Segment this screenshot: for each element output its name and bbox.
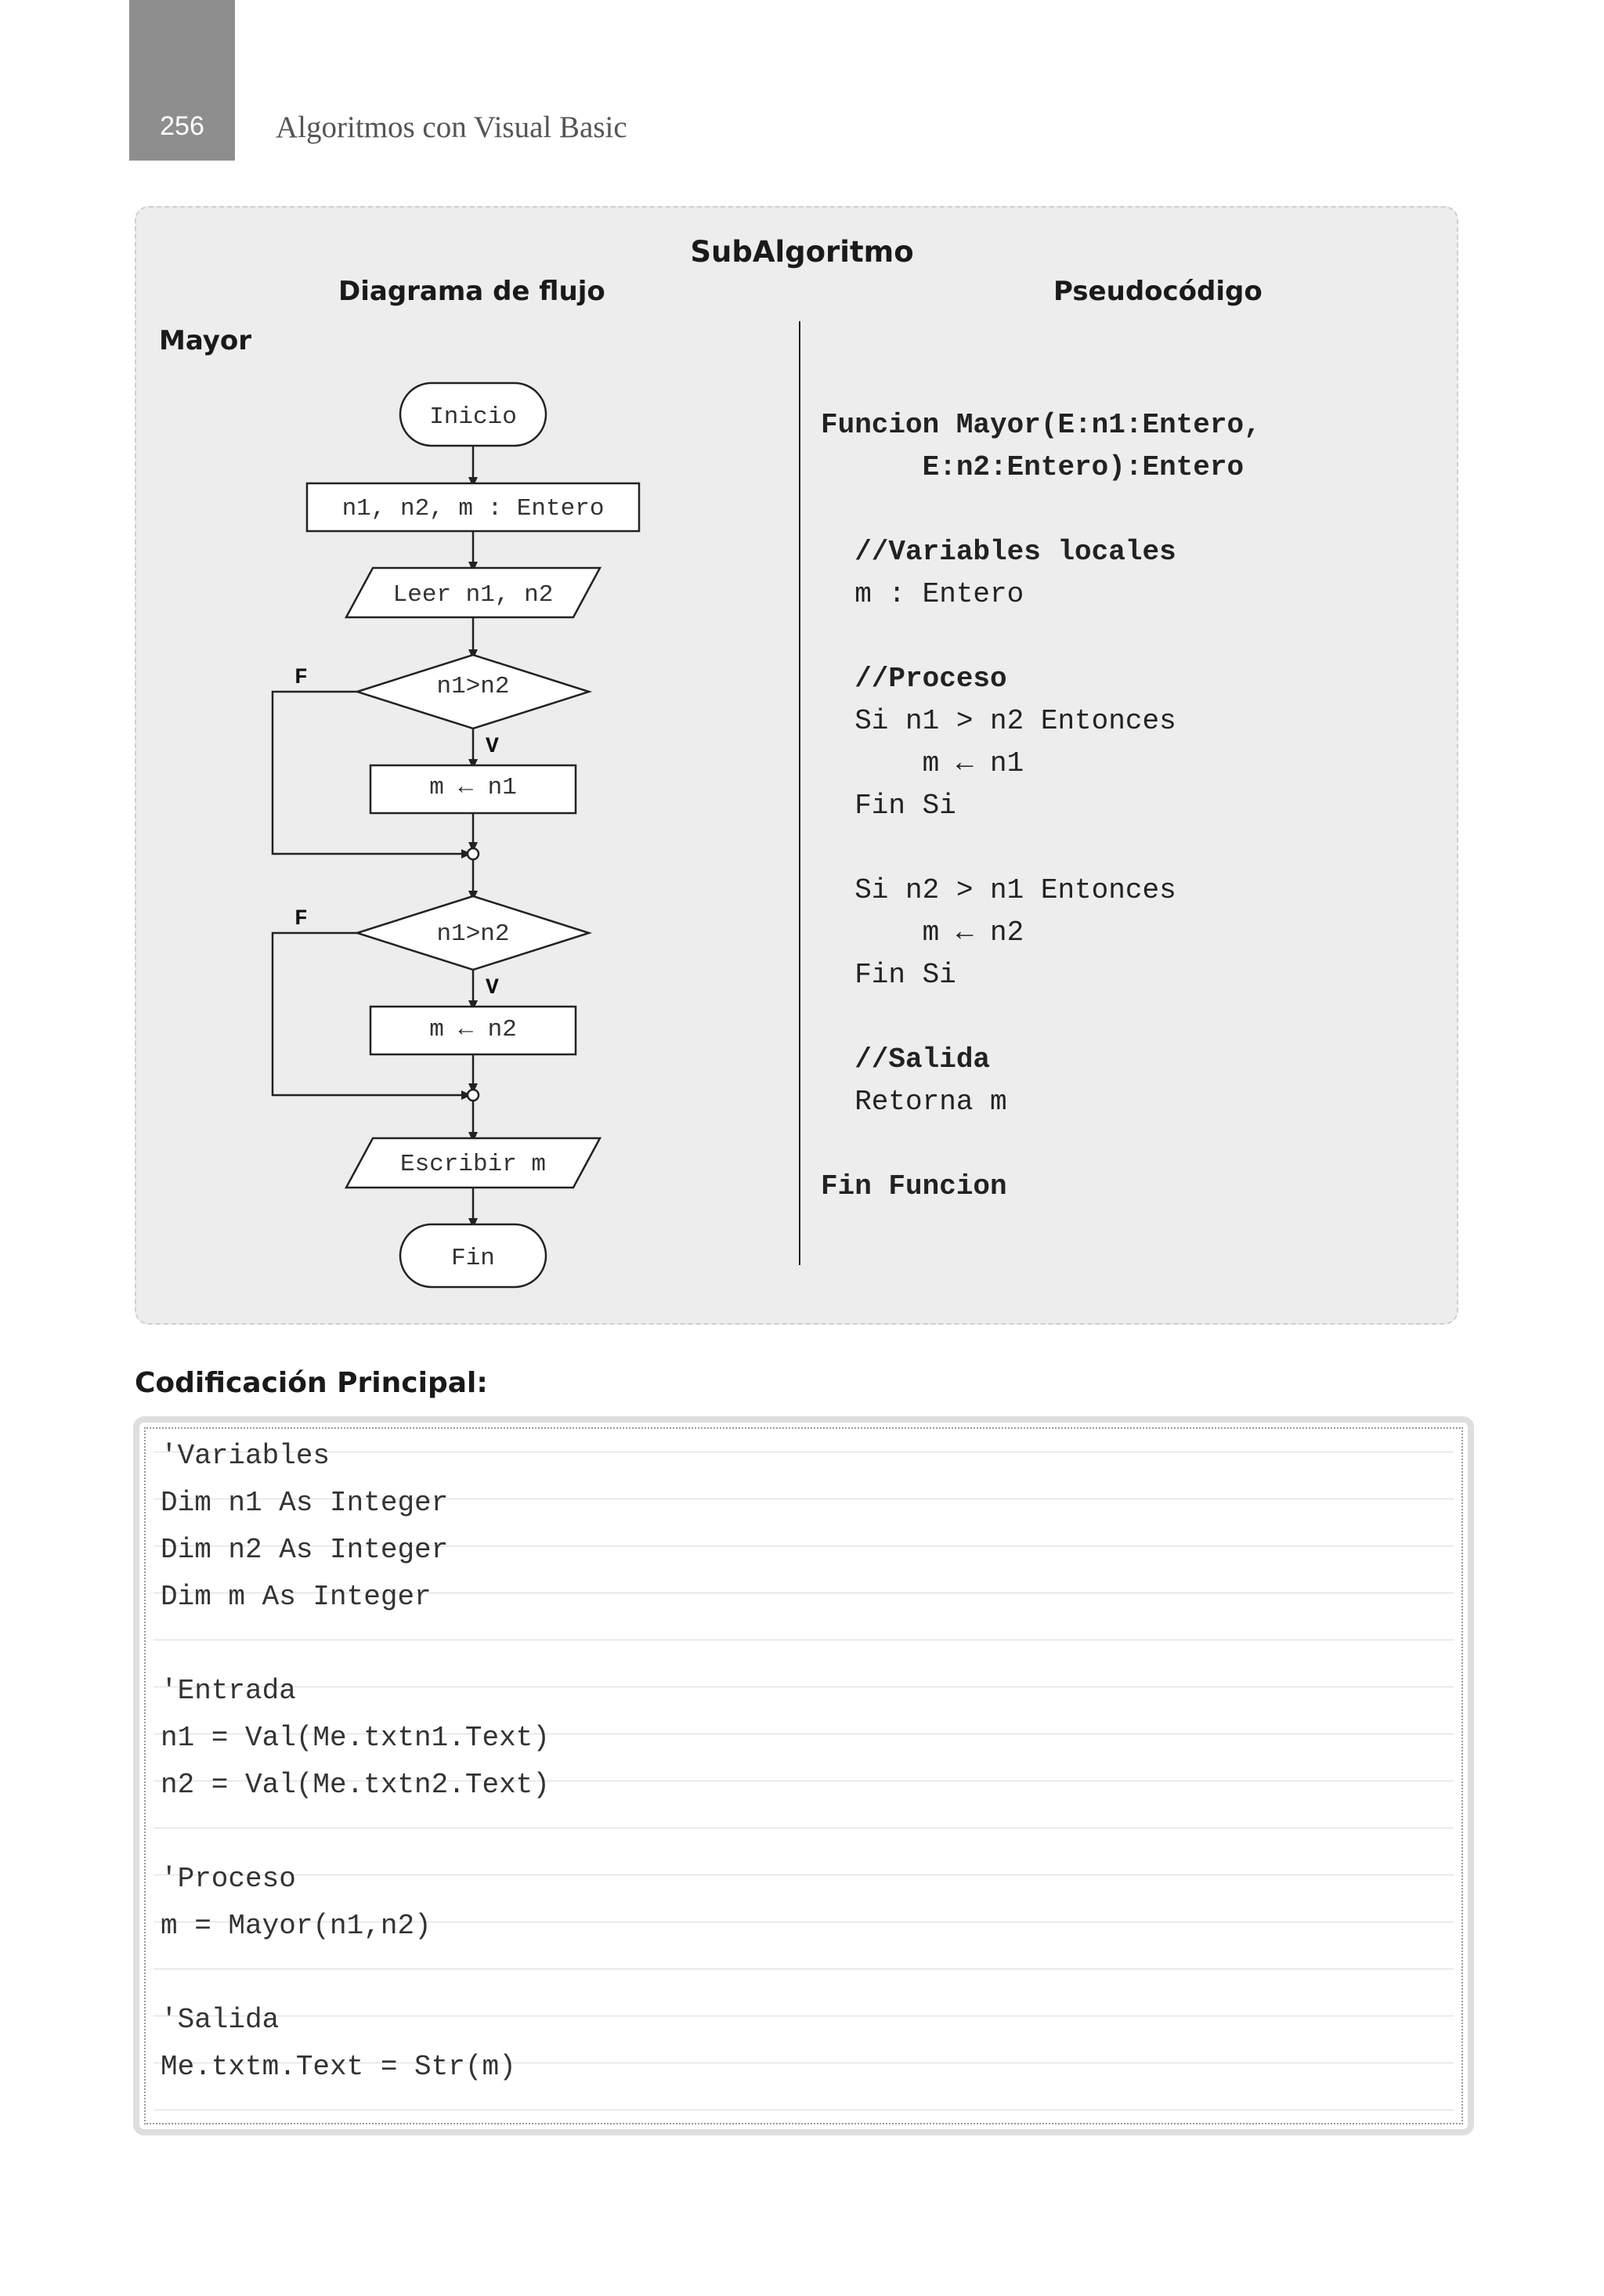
write-label: Escribir m [399, 1151, 547, 1178]
pseudocode-line: m : Entero [821, 578, 1024, 610]
code-line: Dim m As Integer [161, 1581, 432, 1613]
declare-label: n1, n2, m : Entero [341, 495, 605, 522]
page-number: 256 [160, 111, 204, 141]
pseudocode-line: //Variables locales [821, 536, 1176, 568]
function-name: Mayor [159, 325, 252, 356]
pseudocode-line: Fin Si [821, 790, 956, 822]
end-label: Fin [451, 1245, 495, 1272]
code-line: 'Proceso [161, 1863, 296, 1895]
pseudocode-line: //Proceso [821, 663, 1007, 695]
pseudocode-line: Funcion Mayor(E:n1:Entero, [821, 409, 1261, 441]
flowchart-heading: Diagrama de flujo [338, 276, 605, 307]
code-line: Me.txtm.Text = Str(m) [161, 2051, 516, 2083]
pseudocode-line: Retorna m [821, 1086, 1007, 1118]
true-label-2: V [486, 976, 499, 1000]
pseudocode-line: Si n2 > n1 Entonces [821, 874, 1176, 906]
code-line: 'Variables [161, 1440, 331, 1472]
subalgorithm-title: SubAlgoritmo [690, 235, 914, 269]
assign-2-label: m ← n2 [429, 1016, 517, 1043]
pseudocode-line: Fin Funcion [821, 1170, 1007, 1202]
pseudocode-line: //Salida [821, 1043, 991, 1076]
book-title: Algoritmos con Visual Basic [276, 110, 627, 144]
code-line: 'Entrada [161, 1675, 296, 1707]
code-line: n1 = Val(Me.txtn1.Text) [161, 1722, 550, 1754]
code-line: n2 = Val(Me.txtn2.Text) [161, 1769, 550, 1801]
pseudocode-heading: Pseudocódigo [1053, 276, 1263, 307]
code-line: 'Salida [161, 2004, 280, 2036]
read-label: Leer n1, n2 [392, 581, 554, 609]
start-label: Inicio [429, 403, 517, 431]
junction-2 [468, 1090, 479, 1101]
pseudocode-line: E:n2:Entero):Entero [821, 451, 1245, 483]
pseudocode-line: Si n1 > n2 Entonces [821, 705, 1176, 737]
pseudocode-line: m ← n2 [821, 917, 1024, 949]
pseudocode-line: Fin Si [821, 959, 956, 991]
assign-1-label: m ← n1 [429, 774, 517, 801]
junction-1 [468, 848, 479, 859]
main-code-heading: Codificación Principal: [135, 1367, 488, 1399]
pseudocode-line: m ← n1 [821, 747, 1024, 779]
code-line: Dim n2 As Integer [161, 1534, 449, 1566]
false-label-1: F [294, 666, 308, 690]
code-line: Dim n1 As Integer [161, 1487, 449, 1519]
decision-1-label: n1>n2 [436, 673, 510, 700]
decision-2-label: n1>n2 [436, 920, 510, 948]
code-line: m = Mayor(n1,n2) [161, 1910, 432, 1942]
true-label-1: V [486, 735, 499, 759]
false-label-2: F [294, 907, 308, 931]
